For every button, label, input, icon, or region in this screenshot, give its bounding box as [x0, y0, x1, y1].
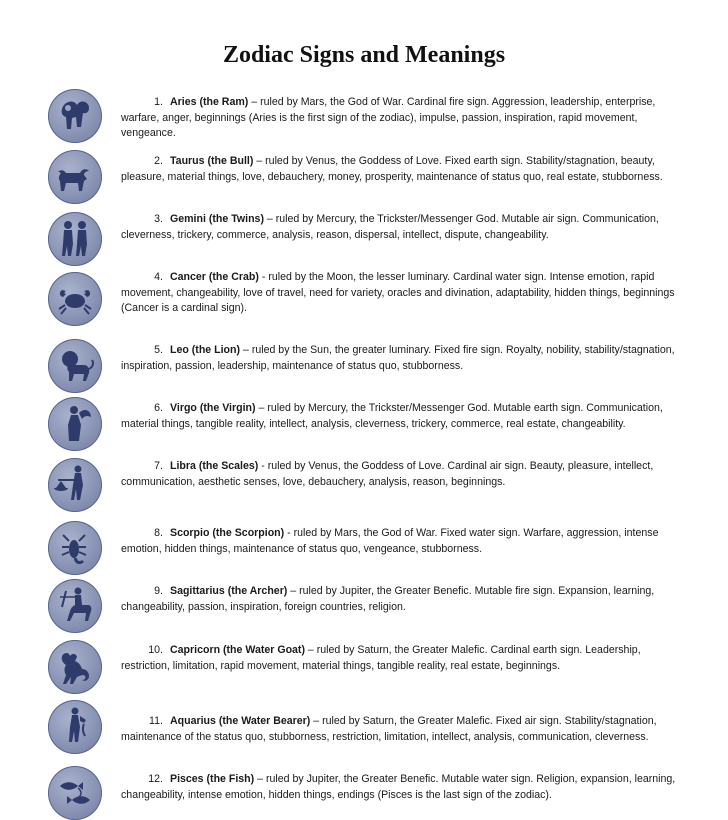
- entry-number: 4.: [154, 271, 163, 283]
- sign-description: ruled by the Moon, the lesser luminary. Cardinal water sign. Intense emotion, rapid movement, changeability, love of travel, need for variety, oracles and divination, adaptability, hidden things, beginnings (Cancer is a cardinal sign).: [121, 271, 675, 315]
- entry-number: 12.: [148, 773, 163, 785]
- entry-number: 5.: [154, 344, 163, 356]
- sagittarius-archer-icon: [48, 579, 102, 633]
- separator: –: [248, 96, 261, 108]
- separator: –: [240, 344, 252, 356]
- separator: –: [287, 585, 300, 597]
- sign-name: Gemini (the Twins): [170, 213, 264, 225]
- sign-description: ruled by Saturn, the Greater Malefic. Cardinal earth sign. Leadership, restriction, limitation, rapid movement, material things, tangible reality, real estate, beginnings.: [121, 644, 641, 672]
- entry-number: 8.: [154, 527, 163, 539]
- sign-name: Pisces (the Fish): [170, 773, 255, 785]
- entry-number: 9.: [154, 585, 163, 597]
- separator: –: [253, 155, 266, 167]
- entry-number: 6.: [154, 402, 163, 414]
- separator: –: [254, 773, 266, 785]
- cancer-crab-icon: [48, 272, 102, 326]
- sign-name: Virgo (the Virgin): [170, 402, 256, 414]
- sign-name: Sagittarius (the Archer): [170, 585, 288, 597]
- page-title: Zodiac Signs and Meanings: [222, 42, 506, 68]
- entry-number: 3.: [154, 213, 163, 225]
- separator: –: [263, 213, 276, 225]
- separator: –: [310, 715, 323, 727]
- entry-number: 11.: [149, 715, 163, 727]
- sign-description: ruled by Jupiter, the Greater Benefic. Mutable water sign. Religion, expansion, learning, changeability, intense emotion, hidden things, endings (Pisces is the last sign of the zodiac).: [121, 773, 676, 801]
- entry-number: 7.: [154, 460, 163, 472]
- virgo-virgin-icon: [48, 397, 102, 451]
- sign-name: Leo (the Lion): [170, 344, 241, 356]
- capricorn-goat-icon: [48, 640, 102, 694]
- sign-name: Cancer (the Crab): [170, 271, 259, 283]
- sign-description: ruled by the Sun, the greater luminary. Fixed fire sign. Royalty, nobility, stability/stagnation, inspiration, passion, leadership, maintenance of status quo, stubborness.: [121, 344, 675, 372]
- sign-name: Libra (the Scales): [170, 460, 259, 472]
- leo-lion-icon: [48, 339, 102, 393]
- separator: -: [258, 460, 268, 472]
- sign-description: ruled by Saturn, the Greater Malefic. Fixed air sign. Stability/stagnation, maintenance of the status quo, stubborness, restriction, limitation, intellect, analysis, communication, cleverness.: [121, 715, 657, 743]
- sign-name: Aquarius (the Water Bearer): [170, 715, 311, 727]
- sign-description: ruled by Jupiter, the Greater Benefic. Mutable fire sign. Expansion, learning, changeability, passion, inspiration, foreign countries, religion.: [121, 585, 655, 613]
- sign-name: Scorpio (the Scorpion): [170, 527, 285, 539]
- separator: –: [304, 644, 317, 656]
- scorpio-scorpion-icon: [48, 521, 102, 575]
- sign-name: Aries (the Ram): [170, 96, 249, 108]
- sign-name: Capricorn (the Water Goat): [170, 644, 305, 656]
- sign-name: Taurus (the Bull): [170, 155, 254, 167]
- separator: -: [258, 271, 269, 283]
- separator: –: [255, 402, 268, 414]
- sign-description: ruled by Mercury, the Trickster/Messenger God. Mutable earth sign. Communication, material things, tangible reality, intellect, analysis, cleverness, trickery, commerce, real estate, changeability.: [121, 402, 663, 430]
- sign-description: ruled by Mercury, the Trickster/Messenger God. Mutable air sign. Communication, cleverness, trickery, commerce, analysis, reason, dispersal, intellect, dispute, changeability.: [121, 213, 659, 241]
- sign-description: ruled by Mars, the God of War. Fixed water sign. Warfare, aggression, intense emotion, hidden things, maintenance of status quo, vengeance, stubborness.: [121, 527, 659, 555]
- sign-description: ruled by Venus, the Goddess of Love. Cardinal air sign. Beauty, pleasure, intellect, communication, aesthetic senses, love, debauchery, analysis, reason, beginnings.: [121, 460, 654, 488]
- entry-number: 2.: [154, 155, 163, 167]
- sign-description: ruled by Mars, the God of War. Cardinal fire sign. Aggression, leadership, enterprise, warfare, anger, beginnings (Aries is the first sign of the zodiac), impulse, passion, inspiration, rapid movement, vengeance.: [121, 96, 656, 140]
- taurus-bull-icon: [48, 150, 102, 204]
- entry-number: 1.: [154, 96, 163, 108]
- separator: -: [284, 527, 294, 539]
- aquarius-water-bearer-icon: [48, 700, 102, 754]
- aries-ram-icon: [48, 89, 102, 143]
- sign-description: ruled by Venus, the Goddess of Love. Fixed earth sign. Stability/stagnation, beauty, pleasure, material things, love, debauchery, money, prosperity, maintenance of status quo, real estate, stubborness.: [121, 155, 663, 183]
- libra-scales-icon: [48, 458, 102, 512]
- gemini-twins-icon: [48, 212, 102, 266]
- pisces-fish-icon: [48, 766, 102, 820]
- entry-number: 10.: [148, 644, 163, 656]
